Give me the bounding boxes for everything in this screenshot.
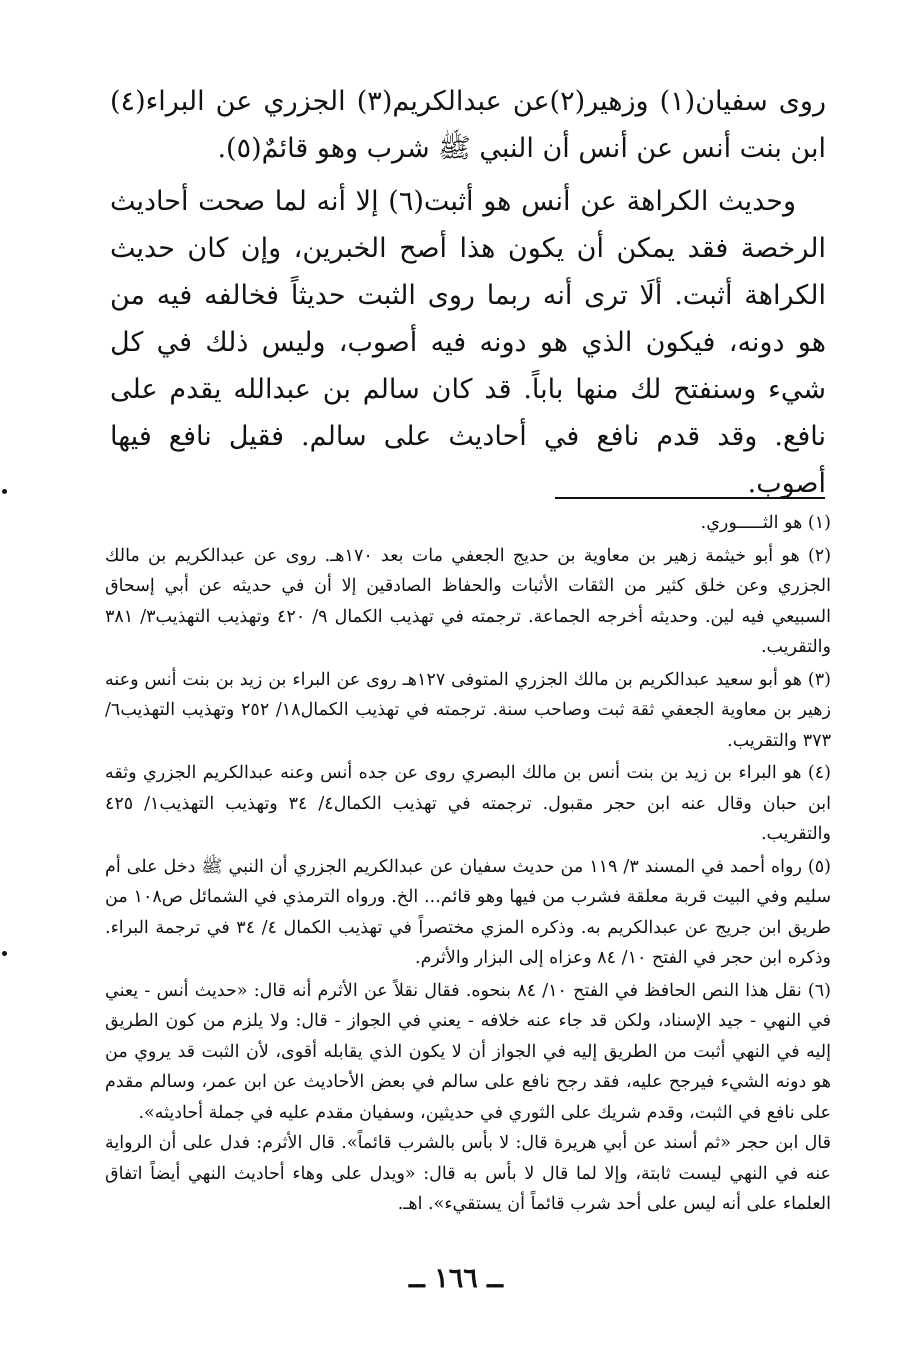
main-paragraph-1: روى سفيان(١) وزهير(٢)عن عبدالكريم(٣) الجزري عن البراء(٤) ابن بنت أنس عن أنس أن النبي ﷺ شرب وهو قائمٌ(٥).	[110, 86, 827, 164]
footnote-6: (٦) نقل هذا النص الحافظ في الفتح ١٠/ ٨٤ بنحوه. فقال نقلاً عن الأثرم أنه قال: «حديث أنس - يعني في النهي - جيد الإسناد، ولكن قد جاء عنه خلافه - يعني في الجواز - قال: ولا يلزم من كون الطريق إليه في النهي أثبت من الطريق إليه في الجواز أن لا يكون الذي يقابله أقوى، لأن الثبت قد يروي من هو دونه الشيء فيرجح عليه، فقد رجح نافع على سالم في بعض الأحاديث عن ابن عمر، وسالم مقدم على نافع في الثبت، وقدم شريك على الثوري في حديثين، وسفيان مقدم عليه في جملة أحاديثه».	[105, 980, 831, 1123]
footnote-2: (٢) هو أبو خيثمة زهير بن معاوية بن حديج الجعفي مات بعد ١٧٠هـ. روى عن عبدالكريم بن مالك الجزري وعن خلق كثير من الثقات الأثبات والحفاظ الصادقين إلا أن في حديثه عن أبي إسحاق السبيعي فيه لين. وحديثه أخرجه الجماعة. ترجمته في تهذيب الكمال ٩/ ٤٢٠ وتهذيب التهذيب٣/ ٣٨١ والتقريب.	[105, 545, 832, 657]
footnotes-section	[105, 508, 831, 1222]
main-text-body	[110, 78, 826, 513]
footnote-6-continuation: قال ابن حجر «ثم أسند عن أبي هريرة قال: لا بأس بالشرب قائماً». قال الأثرم: فدل على أن الرواية عنه في النهي ليست ثابتة، وإلا لما قال لا بأس به قال: «ويدل على وهاء أحاديث النهي أيضاً اتفاق العلماء على أنه ليس على أحد شرب قائماً أن يستقيء». اهـ.	[105, 1133, 831, 1214]
footnote-4: (٤) هو البراء بن زيد بن بنت أنس بن مالك البصري روى عن جده أنس وعنه عبدالكريم الجزري وثقه ابن حبان وقال عنه ابن حجر مقبول. ترجمته في تهذيب الكمال٤/ ٣٤ وتهذيب التهذيب١/ ٤٢٥ والتقريب.	[105, 763, 831, 844]
footnote-1: (١) هو الثـــــوري.	[700, 513, 831, 533]
footnote-5: (٥) رواه أحمد في المسند ٣/ ١١٩ من حديث سفيان عن عبدالكريم الجزري أن النبي ﷺ دخل على أم سليم وفي البيت قربة معلقة فشرب من فيها وهو قائم... الخ. ورواه الترمذي في الشمائل ص١٠٨ من طريق ابن جريج عن عبدالكريم به. وذكره المزي مختصراً في تهذيب الكمال ٤/ ٣٤ في ترجمة البراء. وذكره ابن حجر في الفتح ١٠/ ٨٤ وعزاه إلى البزار والأثرم.	[105, 856, 831, 968]
scan-speck-dot	[2, 489, 7, 494]
footnote-separator-rule	[555, 497, 825, 499]
main-paragraph-2: وحديث الكراهة عن أنس هو أثبت(٦) إلا أنه لما صحت أحاديث الرخصة فقد يمكن أن يكون هذا أصح الخبرين، وإن كان حديث الكراهة أثبت. ألَا ترى أنه ربما روى الثبت حديثاً فخالفه فيه من هو دونه، فيكون الذي هو دونه فيه أصوب، وليس ذلك في كل شيء وسنفتح لك منها باباً. قد كان سالم بن عبدالله يقدم على نافع. وقد قدم نافع في أحاديث على سالم. فقيل نافع فيها أصوب.	[110, 186, 826, 499]
footnote-3: (٣) هو أبو سعيد عبدالكريم بن مالك الجزري المتوفى ١٢٧هـ روى عن البراء بن زيد بن بنت أنس وعنه زهير بن معاوية الجعفي ثقة ثبت وصاحب سنة. ترجمته في تهذيب الكمال١٨/ ٢٥٢ وتهذيب التهذيب٦/ ٣٧٣ والتقريب.	[105, 669, 831, 751]
page-number: ــ ١٦٦ ــ	[409, 1263, 503, 1294]
scan-speck-dot	[2, 951, 7, 956]
